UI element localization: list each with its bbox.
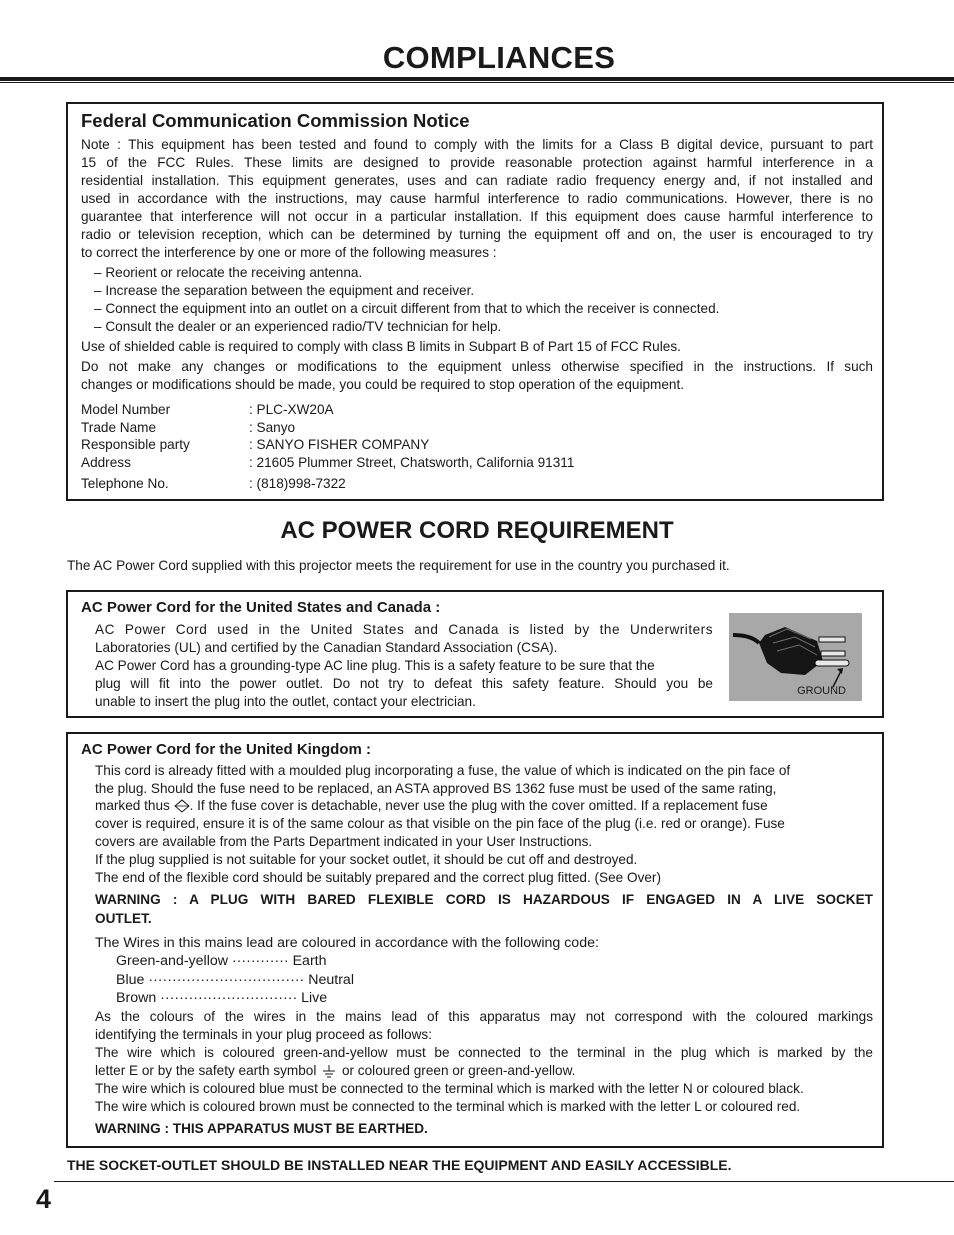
address-value: : 21605 Plummer Street, Chatsworth, California 91311 [249, 455, 575, 470]
uk-marked-thus: marked thus [95, 798, 170, 813]
uk-colours-line: identifying the terminals in your plug proceed as follows: [95, 1027, 433, 1042]
us-canada-line: Laboratories (UL) and certified by the Canadian Standard Association (CSA). [95, 640, 558, 655]
wire-name: Green-and-yellow [116, 953, 228, 969]
us-canada-box [66, 590, 884, 718]
us-canada-line: unable to insert the plug into the outlet, contact your electrician. [95, 694, 476, 709]
telephone-label: Telephone No. [81, 476, 169, 491]
title-rule-thin [0, 82, 954, 83]
uk-line: If the plug supplied is not suitable for your socket outlet, it should be cut off and destroyed. [95, 852, 638, 867]
fcc-notice-box [66, 102, 884, 501]
grounding-plug-image [729, 613, 862, 701]
responsible-party-label: Responsible party [81, 437, 190, 452]
us-canada-line: plug will fit into the power outlet. Do not try to defeat this safety feature. Should you be [95, 676, 713, 691]
uk-earth-symbol-rest: or coloured green or green-and-yellow. [338, 1063, 576, 1078]
telephone-value: : (818)998-7322 [249, 476, 346, 491]
fcc-changes-line: Do not make any changes or modifications to the equipment unless otherwise specified in the instructions. If such [81, 359, 873, 374]
uk-box [66, 732, 884, 1148]
wire-name: Blue [116, 972, 145, 988]
fcc-note-line: Note : This equipment has been tested and found to comply with the limits for a Class B digital device, pursuant to part [81, 137, 873, 152]
fcc-note-line: 15 of the FCC Rules. These limits are designed to provide reasonable protection against harmful interference in a [81, 155, 873, 170]
uk-colours-line: As the colours of the wires in the mains lead of this apparatus may not correspond with the coloured markings [95, 1009, 873, 1024]
uk-colours-line: The wire which is coloured green-and-yellow must be connected to the terminal in the plug which is marked by the [95, 1045, 873, 1060]
ground-label: GROUND [797, 685, 846, 697]
wire-dots: ····························· [160, 990, 298, 1006]
uk-line: This cord is already fitted with a moulded plug incorporating a fuse, the value of which is indicated on the pin face of [95, 763, 791, 778]
uk-colours-line: The wire which is coloured brown must be connected to the terminal which is marked with the letter L or coloured red. [95, 1099, 801, 1114]
page-title: COMPLIANCES [382, 40, 616, 75]
uk-colours-line: The wire which is coloured blue must be connected to the terminal which is marked with the letter N or coloured black. [95, 1081, 804, 1096]
footer-rule [54, 1181, 954, 1182]
asta-mark-icon [174, 799, 190, 813]
us-canada-line: AC Power Cord used in the United States and Canada is listed by the Underwriters [95, 622, 713, 637]
wire-dots: ································· [148, 972, 305, 988]
uk-line: covers are available from the Parts Department indicated in your User Instructions. [95, 834, 593, 849]
fcc-shielded-note: Use of shielded cable is required to comply with class B limits in Subpart B of Part 15 of FCC Rules. [81, 339, 681, 354]
socket-outlet-note: THE SOCKET-OUTLET SHOULD BE INSTALLED NEAR THE EQUIPMENT AND EASILY ACCESSIBLE. [67, 1157, 732, 1173]
model-number-value: : PLC-XW20A [249, 402, 334, 417]
wire-blue [116, 971, 354, 989]
wire-brown [116, 989, 327, 1007]
earth-symbol-icon [320, 1064, 338, 1078]
uk-line: The end of the flexible cord should be suitably prepared and the correct plug fitted. (See Over) [95, 870, 661, 885]
uk-line [95, 797, 768, 815]
fcc-measure: – Increase the separation between the equipment and receiver. [94, 283, 475, 298]
uk-line: the plug. Should the fuse need to be replaced, an ASTA approved BS 1362 fuse must be used of the same rating, [95, 781, 777, 796]
uk-warning-earthed: WARNING : THIS APPARATUS MUST BE EARTHED. [95, 1121, 428, 1136]
page-number: 4 [36, 1184, 52, 1214]
uk-line: cover is required, ensure it is of the same colour as that visible on the pin face of the plug (i.e. red or orange). Fuse [95, 816, 785, 831]
fcc-heading: Federal Communication Commission Notice [81, 110, 470, 131]
ac-intro: The AC Power Cord supplied with this projector meets the requirement for use in the country you purchased it. [67, 558, 730, 573]
model-number-label: Model Number [81, 402, 171, 417]
wire-dots: ············ [231, 953, 289, 969]
trade-name-label: Trade Name [81, 420, 157, 435]
fcc-changes-line: changes or modifications should be made, you could be required to stop operation of the equipment. [81, 377, 685, 392]
us-canada-line: AC Power Cord has a grounding-type AC line plug. This is a safety feature to be sure that the [95, 658, 655, 673]
section-title-ac-power: AC POWER CORD REQUIREMENT [280, 517, 674, 544]
uk-earth-symbol-text: letter E or by the safety earth symbol [95, 1063, 317, 1078]
fcc-measure: – Reorient or relocate the receiving antenna. [94, 265, 363, 280]
title-rule [0, 77, 954, 81]
fcc-measure: – Consult the dealer or an experienced radio/TV technician for help. [94, 319, 502, 334]
wire-green-yellow [116, 952, 327, 970]
uk-fuse-cover: . If the fuse cover is detachable, never use the plug with the cover omitted. If a replacement fuse [189, 798, 768, 813]
uk-colours-line [95, 1062, 575, 1080]
fcc-note-line: radio or television reception, which can be determined by turning the equipment off and on, the user is encouraged to try [81, 227, 873, 242]
wire-meaning: Earth [292, 953, 327, 969]
fcc-measure: – Connect the equipment into an outlet on a circuit different from that to which the receiver is connected. [94, 301, 720, 316]
fcc-note-line: guarantee that interference will not occur in a particular installation. If this equipment does cause harmful interference to [81, 209, 873, 224]
wire-meaning: Live [301, 990, 328, 1006]
fcc-note-line: used in accordance with the instructions, may cause harmful interference to radio communications. However, there is no [81, 191, 873, 206]
uk-heading: AC Power Cord for the United Kingdom : [81, 741, 371, 758]
us-canada-heading: AC Power Cord for the United States and Canada : [81, 599, 441, 616]
wire-meaning: Neutral [308, 972, 354, 988]
uk-warning-plug: WARNING : A PLUG WITH BARED FLEXIBLE CORD IS HAZARDOUS IF ENGAGED IN A LIVE SOCKET [95, 892, 873, 907]
responsible-party-value: : SANYO FISHER COMPANY [249, 437, 430, 452]
trade-name-value: : Sanyo [249, 420, 296, 435]
address-label: Address [81, 455, 131, 470]
fcc-note-line: residential installation. This equipment generates, uses and can radiate radio frequency energy and, if not installed and [81, 173, 873, 188]
fcc-note-line: to correct the interference by one or more of the following measures : [81, 245, 497, 260]
uk-wires-intro: The Wires in this mains lead are coloured in accordance with the following code: [95, 935, 599, 951]
wire-name: Brown [116, 990, 157, 1006]
uk-warning-plug: OUTLET. [95, 911, 152, 926]
